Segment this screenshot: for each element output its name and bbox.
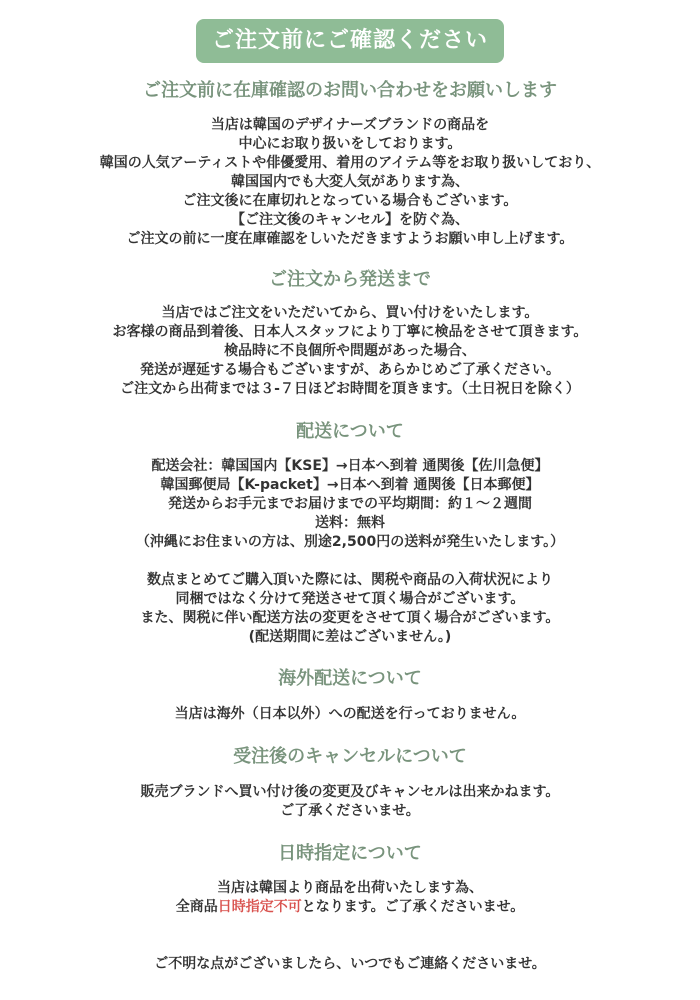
section-body-overseas (0, 705, 700, 724)
section-title-overseas: 海外配送について (278, 668, 422, 689)
header-badge-wrap (0, 19, 700, 63)
date-line-with-highlight (0, 898, 700, 917)
section-body-delivery (0, 457, 700, 647)
stock-line: 当店は韓国のデザイナーズブランドの商品を (210, 117, 490, 133)
section-title-delivery: 配送について (296, 421, 404, 442)
section-body-stock (0, 116, 700, 249)
section-title-shipping-flow: ご注文から発送まで (269, 269, 431, 290)
stock-line: ご注文の前に一度在庫確認をしいただきますようお願い申し上げます。 (126, 231, 574, 247)
section-body-shipping-flow (0, 304, 700, 399)
cancel-line: ご了承くださいませ。 (280, 803, 420, 819)
header-badge: ご注文前にご確認ください (196, 19, 504, 63)
shipping-flow-line: 当店ではご注文をいただいてから、買い付けをいたします。 (161, 305, 539, 321)
delivery-line: 韓国郵便局【K-packet】→日本へ到着 通関後【日本郵便】 (160, 477, 540, 493)
section-title-cancel: 受注後のキャンセルについて (233, 746, 467, 767)
delivery-line: (配送期間に差はございません。) (248, 629, 452, 645)
section-body-cancel (0, 783, 700, 821)
date-line: 当店は韓国より商品を出荷いたします為、 (217, 880, 483, 896)
shipping-flow-line: 発送が遅延する場合もございますが、あらかじめご了承ください。 (140, 362, 560, 378)
stock-line: 【ご注文後のキャンセル】を防ぐ為、 (231, 212, 469, 228)
delivery-line: 数点まとめてご購入頂いた際には、関税や商品の入荷状況により (147, 572, 553, 588)
shipping-flow-line: ご注文から出荷までは３-７日ほどお時間を頂きます。（土日祝日を除く） (120, 381, 580, 397)
date-highlight: 日時指定不可 (217, 899, 302, 915)
section-title-stock: ご注文前に在庫確認のお問い合わせをお願いします (143, 80, 557, 101)
overseas-line: 当店は海外（日本以外）への配送を行っておりません。 (174, 706, 526, 722)
date-line-pre: 全商品 (175, 899, 218, 915)
stock-line: 中心にお取り扱いをしております。 (238, 136, 462, 152)
delivery-line: 発送からお手元までお届けまでの平均期間：約１～２週間 (168, 496, 532, 512)
delivery-line: また、関税に伴い配送方法の変更をさせて頂く場合がございます。 (140, 610, 560, 626)
delivery-line: 同梱ではなく分けて発送させて頂く場合がございます。 (175, 591, 525, 607)
delivery-line: （沖縄にお住まいの方は、別途2,500円の送料が発生いたします。） (135, 534, 565, 550)
delivery-gap (0, 552, 700, 571)
shipping-flow-line: お客様の商品到着後、日本人スタッフにより丁寧に検品をさせて頂きます。 (112, 324, 588, 340)
delivery-line: 送料：無料 (315, 515, 385, 531)
stock-line: 韓国の人気アーティストや俳優愛用、着用のアイテム等をお取り扱いしており、 (99, 155, 601, 171)
delivery-line: 配送会社：韓国国内【KSE】→日本へ到着 通関後【佐川急便】 (151, 458, 549, 474)
cancel-line: 販売ブランドへ買い付け後の変更及びキャンセルは出来かねます。 (140, 784, 560, 800)
section-title-date: 日時指定について (278, 843, 422, 864)
shipping-flow-line: 検品時に不良個所や問題があった場合、 (224, 343, 476, 359)
section-body-date (0, 879, 700, 917)
stock-line: ご注文後に在庫切れとなっている場合もございます。 (182, 193, 518, 209)
stock-line: 韓国国内でも大変人気があります為、 (231, 174, 469, 190)
date-line-post: となります。ご了承くださいませ。 (301, 899, 525, 915)
footer-contact (0, 955, 700, 974)
footer-text: ご不明な点がございましたら、いつでもご連絡くださいませ。 (154, 956, 546, 972)
